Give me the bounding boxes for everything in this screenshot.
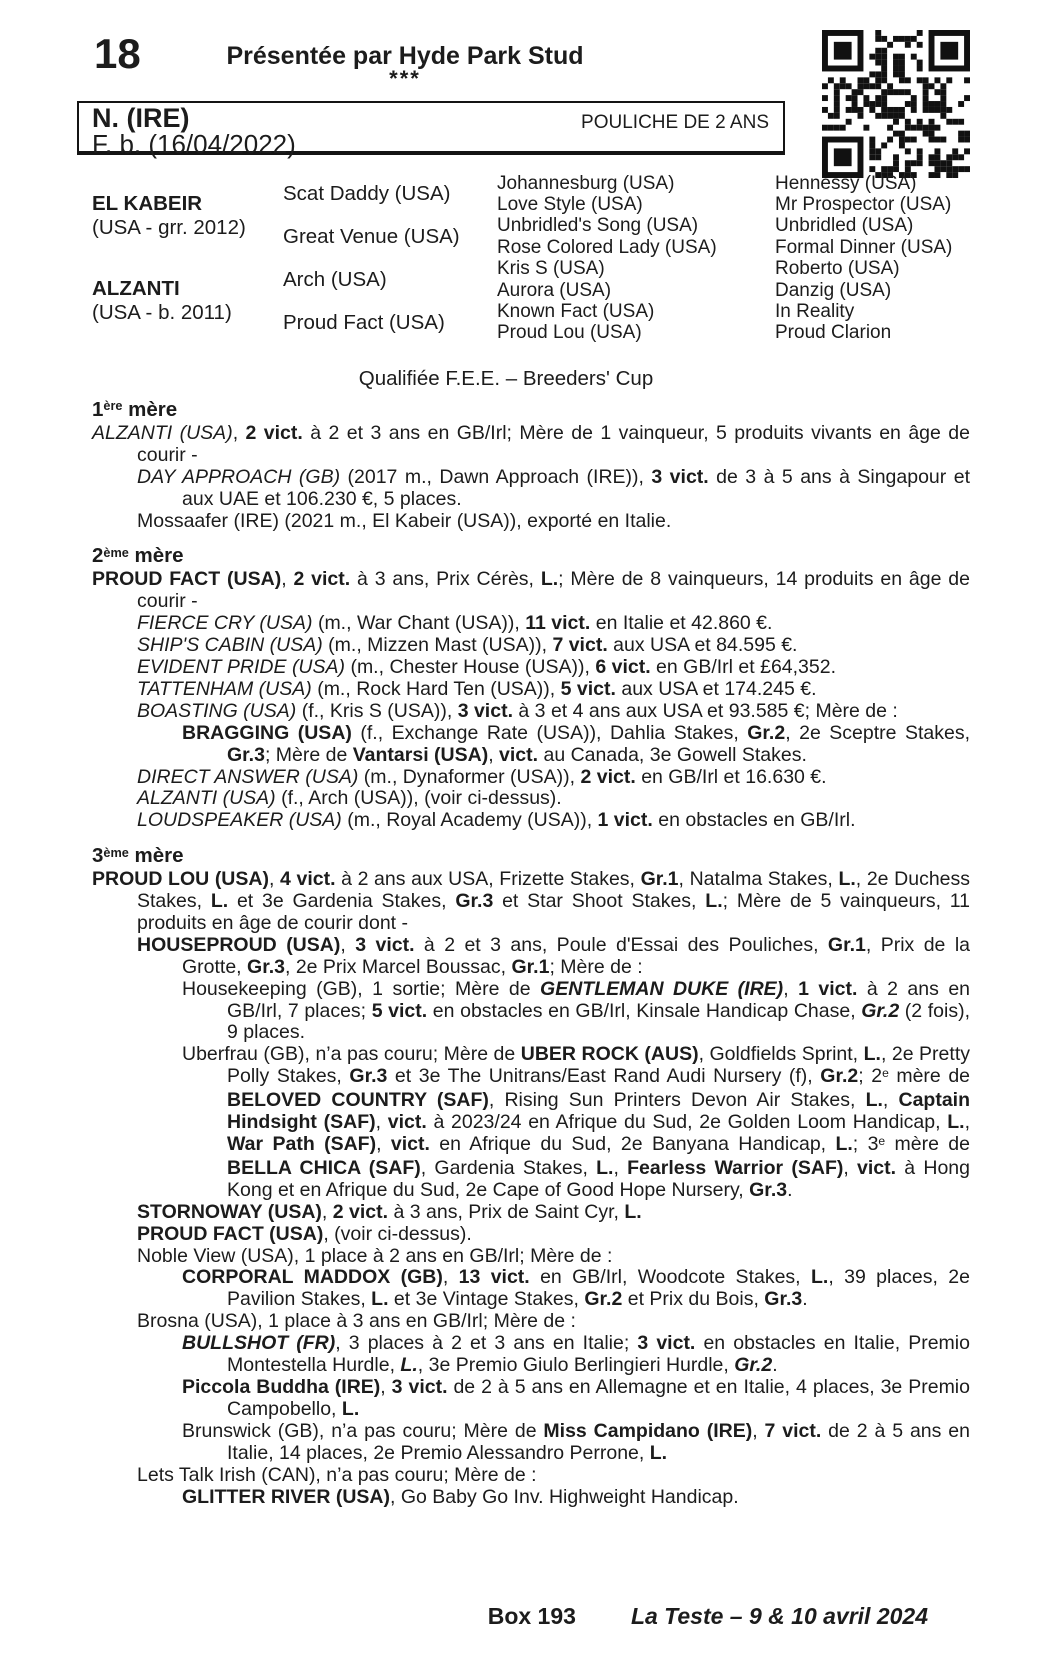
- pedigree-ancestor-gen3: Kris S (USA): [497, 258, 605, 280]
- sale-name-date: La Teste – 9 & 10 avril 2024: [630, 1603, 928, 1629]
- pedigree-paragraph: Noble View (USA), 1 place à 2 ans en GB/Irl; Mère de :: [137, 1244, 613, 1267]
- pedigree-paragraph: DAY APPROACH (GB) (2017 m., Dawn Approach (IRE)), 3 vict. de 3 à 5 ans à Singapour et aux UAE et 106.230 €, 5 places.: [137, 465, 970, 510]
- ancestor-detail: (USA - grr. 2012): [92, 215, 246, 239]
- pedigree-paragraph: SHIP'S CABIN (USA) (m., Mizzen Mast (USA)), 7 vict. aux USA et 84.595 €.: [137, 634, 798, 657]
- pedigree-ancestor-gen4: In Reality: [775, 301, 855, 323]
- pedigree-paragraph: LOUDSPEAKER (USA) (m., Royal Academy (USA)), 1 vict. en obstacles en GB/Irl.: [137, 809, 856, 832]
- pedigree-section: [92, 399, 970, 532]
- pedigree-ancestor-gen2: Scat Daddy (USA): [283, 182, 451, 206]
- pedigree-ancestor-gen2: Proud Fact (USA): [283, 310, 445, 334]
- pedigree-ancestor-gen3: Aurora (USA): [497, 279, 612, 301]
- pedigree-ancestor-gen3: Unbridled's Song (USA): [497, 215, 699, 237]
- qualification-line: Qualifiée F.E.E. – Breeders' Cup: [358, 367, 654, 390]
- pedigree-paragraph: ALZANTI (USA), 2 vict. à 2 et 3 ans en GB/Irl; Mère de 1 vainqueur, 5 produits vivants en âge de courir -: [92, 421, 970, 466]
- horse-name: N. (IRE): [92, 103, 190, 133]
- horse-name-box: [77, 101, 785, 159]
- ancestor-name: EL KABEIR: [92, 191, 203, 215]
- pedigree-paragraph: TATTENHAM (USA) (m., Rock Hard Ten (USA)), 5 vict. aux USA et 174.245 €.: [137, 677, 817, 700]
- footer: [92, 1603, 928, 1630]
- pedigree-paragraph: STORNOWAY (USA), 2 vict. à 3 ans, Prix de Saint Cyr, L.: [137, 1200, 642, 1223]
- pedigree-paragraph: Housekeeping (GB), 1 sortie; Mère de GENTLEMAN DUKE (IRE), 1 vict. à 2 ans en GB/Irl, 7 places; 5 vict. en obstacles en GB/Irl, Kinsale Handicap Chase, Gr.2 (2 fois), 9 places.: [182, 977, 971, 1044]
- pedigree-section: [92, 845, 970, 1508]
- pedigree-ancestor-gen3: Johannesburg (USA): [497, 172, 675, 194]
- pedigree-ancestor-gen3: Proud Lou (USA): [497, 322, 642, 344]
- lot-number: 18: [94, 30, 141, 77]
- qr-code: [822, 30, 970, 178]
- pedigree-paragraph: FIERCE CRY (USA) (m., War Chant (USA)), 11 vict. en Italie et 42.860 €.: [137, 612, 773, 635]
- pedigree-paragraph: ALZANTI (USA) (f., Arch (USA)), (voir ci-dessus).: [137, 787, 562, 810]
- pedigree-ancestor-gen4: Hennessy (USA): [775, 172, 917, 194]
- pedigree-paragraph: PROUD FACT (USA), 2 vict. à 3 ans, Prix Cérès, L.; Mère de 8 vainqueurs, 14 produits en âge de courir -: [92, 568, 970, 613]
- dam-generation-heading: 2ème mère: [92, 544, 184, 568]
- pedigree-paragraph: Brunswick (GB), n’a pas couru; Mère de Miss Campidano (IRE), 7 vict. de 2 à 5 ans en Italie, 14 places, 2e Premio Alessandro Perrone, L.: [182, 1419, 970, 1464]
- pedigree-ancestor-gen4: Mr Prospector (USA): [775, 194, 952, 216]
- ancestor-detail: (USA - b. 2011): [92, 301, 232, 325]
- pedigree-paragraph: BRAGGING (USA) (f., Exchange Rate (USA)), Dahlia Stakes, Gr.2, 2e Sceptre Stakes, Gr.3; Mère de Vantarsi (USA), vict. au Canada, 3e Gowell Stakes.: [182, 721, 970, 766]
- horse-category: POULICHE DE 2 ANS: [581, 112, 769, 133]
- pedigree-ancestor-gen4: Formal Dinner (USA): [775, 236, 953, 258]
- pedigree-paragraph: BOASTING (USA) (f., Kris S (USA)), 3 vict. à 3 et 4 ans aux USA et 93.585 €; Mère de :: [137, 699, 898, 722]
- pedigree-paragraph: Uberfrau (GB), n’a pas couru; Mère de UBER ROCK (AUS), Goldfields Sprint, L., 2e Pretty Polly Stakes, Gr.3 et 3e The Unitrans/East Rand Audi Nursery (f), Gr.2; 2e mère de BELOVED COUNTRY (SAF), Rising Sun Printers Devon Air Stakes, L., Captain Hindsight (SAF), vict. à 2023/24 en Afrique du Sud, 2e Golden Loom Handicap, L., War Path (SAF), vict. en Afrique du Sud, 2e Banyana Handicap, L.; 3e mère de BELLA CHICA (SAF), Gardenia Stakes, L., Fearless Warrior (SAF), vict. à Hong Kong et en Afrique du Sud, 2e Cape of Good Hope Nursery, Gr.3.: [182, 1043, 971, 1201]
- pedigree-ancestor-gen4: Roberto (USA): [775, 258, 900, 280]
- pedigree-paragraph: PROUD LOU (USA), 4 vict. à 2 ans aux USA, Frizette Stakes, Gr.1, Natalma Stakes, L., 2e Duchess Stakes, L. et 3e Gardenia Stakes, Gr.3 et Star Shoot Stakes, L.; Mère de 5 vainqueurs, 11 produits en âge de courir dont -: [92, 868, 971, 934]
- pedigree-paragraph: GLITTER RIVER (USA), Go Baby Go Inv. Highweight Handicap.: [182, 1485, 739, 1508]
- pedigree-paragraph: CORPORAL MADDOX (GB), 13 vict. en GB/Irl, Woodcote Stakes, L., 39 places, 2e Pavilion Stakes, L. et 3e Vintage Stakes, Gr.2 et Prix du Bois, Gr.3.: [182, 1266, 970, 1311]
- pedigree-paragraph: PROUD FACT (USA), (voir ci-dessus).: [137, 1222, 472, 1245]
- pedigree-paragraph: EVIDENT PRIDE (USA) (m., Chester House (USA)), 6 vict. en GB/Irl et £64,352.: [137, 655, 837, 678]
- pedigree-ancestor-gen3: Love Style (USA): [497, 194, 643, 216]
- presenter-line: Présentée par Hyde Park Stud: [226, 42, 584, 70]
- dam-generation-heading: 3ème mère: [92, 844, 184, 868]
- pedigree-details: [92, 399, 970, 1521]
- pedigree-paragraph: Lets Talk Irish (CAN), n’a pas couru; Mère de :: [137, 1463, 537, 1486]
- box-number: Box 193: [487, 1603, 576, 1629]
- pedigree-ancestor-gen4: Proud Clarion: [775, 322, 892, 344]
- pedigree-paragraph: Brosna (USA), 1 place à 3 ans en GB/Irl; Mère de :: [137, 1310, 576, 1333]
- pedigree-section: [92, 545, 970, 832]
- pedigree-paragraph: Piccola Buddha (IRE), 3 vict. de 2 à 5 ans en Allemagne et en Italie, 4 places, 3e Premio Campobello, L.: [182, 1375, 970, 1420]
- pedigree-ancestor-gen4: Unbridled (USA): [775, 215, 914, 237]
- pedigree-ancestor-gen1: [92, 173, 283, 259]
- ancestor-name: ALZANTI: [92, 277, 180, 301]
- presenter-block: [75, 42, 735, 91]
- stars-separator: ***: [389, 66, 421, 91]
- pedigree-paragraph: BULLSHOT (FR), 3 places à 2 et 3 ans en Italie; 3 vict. en obstacles en Italie, Premio Montestella Hurdle, L., 3e Premio Giulo Berlingieri Hurdle, Gr.2.: [182, 1332, 970, 1377]
- pedigree-ancestor-gen1: [92, 259, 283, 345]
- pedigree-paragraph: DIRECT ANSWER (USA) (m., Dynaformer (USA)), 2 vict. en GB/Irl et 16.630 €.: [137, 765, 827, 788]
- pedigree-paragraph: Mossaafer (IRE) (2021 m., El Kabeir (USA)), exporté en Italie.: [137, 509, 672, 532]
- pedigree-ancestor-gen2: Great Venue (USA): [283, 225, 460, 249]
- pedigree-table: [92, 173, 970, 344]
- pedigree-paragraph: HOUSEPROUD (USA), 3 vict. à 2 et 3 ans, Poule d'Essai des Pouliches, Gr.1, Prix de la Grotte, Gr.3, 2e Prix Marcel Boussac, Gr.1; Mère de :: [137, 933, 970, 978]
- dam-generation-heading: 1ère mère: [92, 398, 178, 421]
- horse-birth-info: F. b. (16/04/2022): [92, 129, 296, 159]
- pedigree-ancestor-gen3: Known Fact (USA): [497, 301, 655, 323]
- pedigree-ancestor-gen4: Danzig (USA): [775, 279, 892, 301]
- pedigree-ancestor-gen3: Rose Colored Lady (USA): [497, 236, 717, 258]
- pedigree-ancestor-gen2: Arch (USA): [283, 267, 387, 291]
